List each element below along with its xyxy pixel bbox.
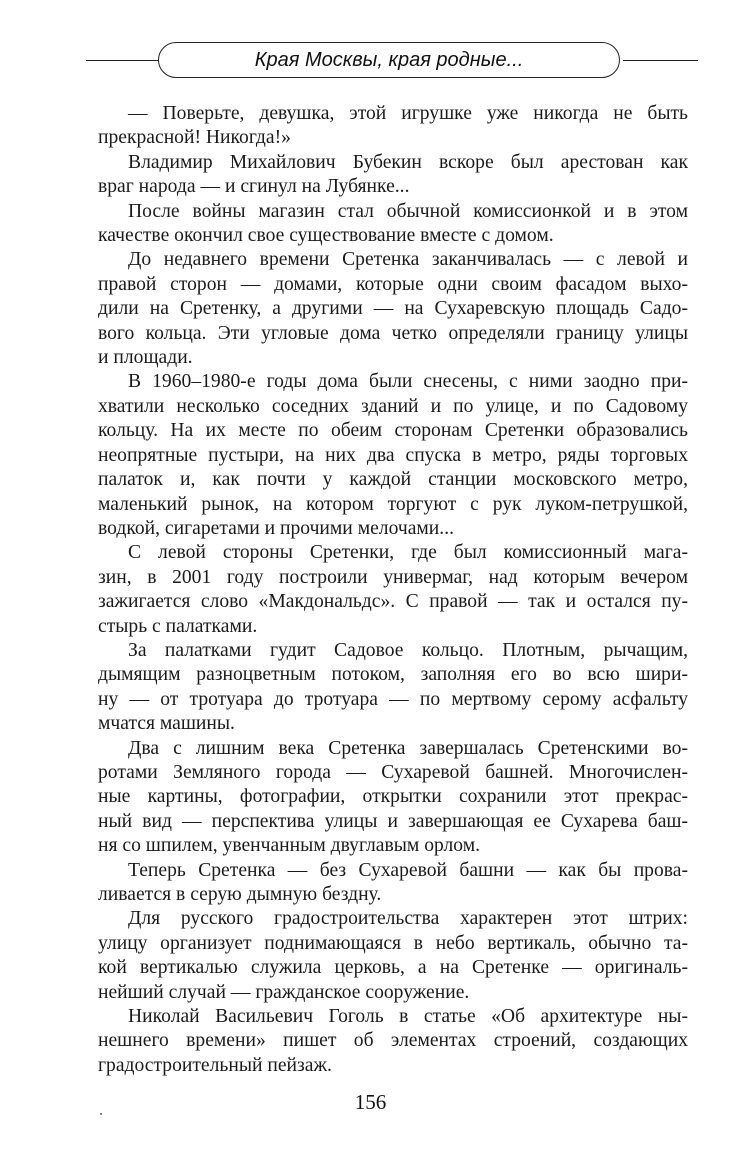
paragraph <box>98 541 688 639</box>
text-line: маленький рынок, на котором торгуют с рук луком-петрушкой, <box>98 493 688 515</box>
text-line: В 1960–1980-е годы дома были снесены, с ними заодно при- <box>128 371 688 393</box>
text-line: Для русского градостроительства характерен этот штрих: <box>128 908 688 930</box>
header-rule-right <box>623 60 698 61</box>
text-line: прекрасной! Никогда!» <box>98 127 291 149</box>
text-line: Николай Васильевич Гоголь в статье «Об архитектуре ны- <box>128 1006 688 1028</box>
paragraph <box>98 200 688 249</box>
page-number: 156 <box>354 1090 387 1114</box>
paragraph <box>98 370 688 541</box>
text-line: градостроительный пейзаж. <box>98 1054 332 1076</box>
text-line: палаток и, как почти у каждой станции московского метро, <box>98 469 688 491</box>
text-line: и площади. <box>98 347 193 369</box>
text-line: ный вид — перспектива улицы и завершающая ее Сухарева баш- <box>98 810 688 832</box>
text-line: стырь с палатками. <box>98 615 258 637</box>
text-line: ротами Земляного города — Сухаревой башней. Многочислен- <box>98 761 688 783</box>
text-line: ливается в серую дымную бездну. <box>98 884 382 905</box>
body-text <box>98 102 688 1078</box>
text-line: С левой стороны Сретенки, где был комиссионный мага- <box>128 542 688 564</box>
text-line: качестве окончил свое существование вместе с домом. <box>98 225 554 247</box>
paragraph <box>98 102 688 151</box>
text-line: нейший случай — гражданское сооружение. <box>98 981 470 1003</box>
paragraph <box>98 1005 688 1078</box>
text-line: мчатся машины. <box>98 713 235 735</box>
text-line: дымящим разноцветным потоком, заполняя его во всю шири- <box>98 664 688 686</box>
text-line: дили на Сретенку, а другими — на Сухаревскую площадь Садо- <box>98 298 688 320</box>
paragraph <box>98 859 688 908</box>
paragraph <box>98 151 688 200</box>
text-line: ня со шпилем, увенчанным двуглавым орлом. <box>98 835 481 857</box>
text-line: ну — от тротуара до тротуара — по мертвому серому асфальту <box>98 688 688 710</box>
text-line: зажигается слово «Макдональдс». С правой — так и остался пу- <box>98 591 688 613</box>
text-line: неопрятные пустыри, на них два спуска в метро, ряды торговых <box>98 444 688 466</box>
text-line: За палатками гудит Садовое кольцо. Плотным, рычащим, <box>128 639 688 661</box>
header-rule-left <box>86 60 166 61</box>
text-line: хватили несколько соседних зданий и по улице, и по Садовому <box>98 395 688 417</box>
running-header <box>86 40 698 82</box>
text-line: кольцу. На их месте по обеим сторонам Сретенки образовались <box>98 420 688 442</box>
text-line: Владимир Михайлович Бубекин вскоре был арестован как <box>128 151 688 173</box>
text-line: правой сторон — домами, которые одни своим фасадом выхо- <box>98 273 688 295</box>
text-line: После войны магазин стал обычной комиссионкой и в этом <box>128 200 688 222</box>
text-line: водкой, сигаретами и прочими мелочами... <box>98 517 454 539</box>
text-line: — Поверьте, девушка, этой игрушке уже никогда не быть <box>128 103 688 124</box>
text-line: ные картины, фотографии, открытки сохранили этот прекрас- <box>98 786 688 808</box>
text-line: кой вертикалью служила церковь, а на Сретенке — оригиналь- <box>98 957 688 979</box>
text-line: зин, в 2001 году построили универмаг, над которым вечером <box>98 566 688 588</box>
paragraph <box>98 248 688 370</box>
running-header-title: Края Москвы, края родные... <box>158 42 620 78</box>
paragraph <box>98 907 688 1005</box>
paragraph <box>98 639 688 737</box>
text-line: До недавнего времени Сретенка заканчивалась — с левой и <box>128 249 688 271</box>
text-line: Теперь Сретенка — без Сухаревой башни — как бы прова- <box>128 859 688 881</box>
paragraph <box>98 737 688 859</box>
text-line: нешнего времени» пишет об элементах строений, создающих <box>98 1030 688 1052</box>
text-line: враг народа — и сгинул на Лубянке... <box>98 176 410 198</box>
text-line: улицу организует поднимающаяся в небо вертикаль, обычно та- <box>98 932 688 954</box>
text-line: вого кольца. Эти угловые дома четко определяли границу улицы <box>98 322 688 344</box>
print-speck <box>100 1113 102 1115</box>
text-line: Два с лишним века Сретенка завершалась Сретенскими во- <box>128 737 688 759</box>
